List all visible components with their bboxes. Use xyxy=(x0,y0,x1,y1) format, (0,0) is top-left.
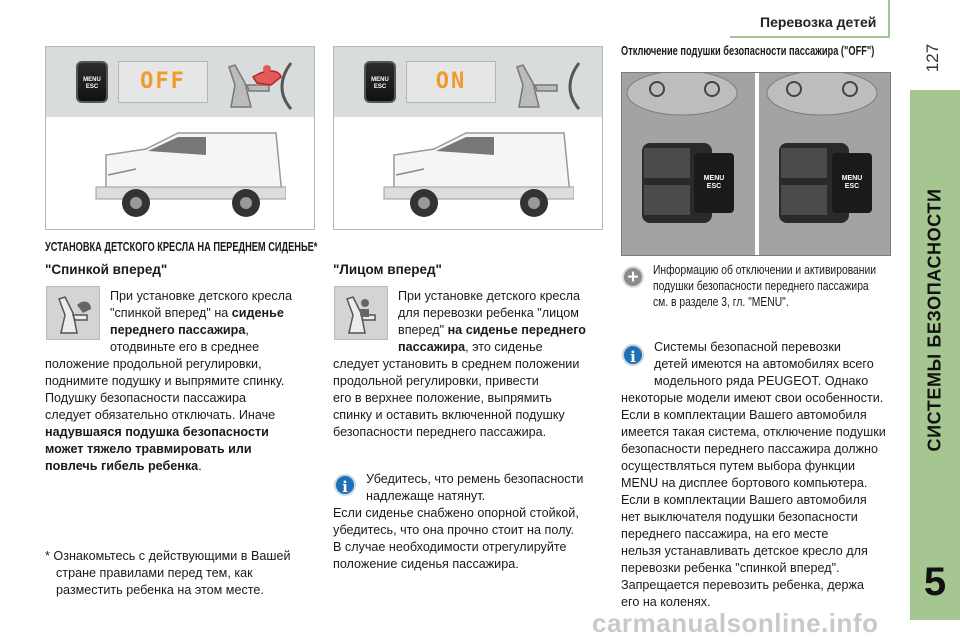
menu-esc-button: MENU ESC xyxy=(76,61,108,103)
van-illustration xyxy=(374,125,574,225)
forward-facing-line: его в верхнее положение, выпрямить xyxy=(333,391,552,405)
systems-info-line: MENU на дисплее бортового компьютера. xyxy=(621,476,868,490)
more-info-line: см. в разделе 3, гл. "MENU". xyxy=(653,295,789,309)
rear-facing-title: "Спинкой вперед" xyxy=(45,262,168,277)
rear-facing-line: При установке детского кресла xyxy=(110,289,292,303)
systems-info-line: некоторые модели имеют свои особенности. xyxy=(621,391,884,405)
rear-facing-line: "спинкой вперед" на сиденье xyxy=(110,306,284,320)
systems-info-line: переднего пассажира, на его месте xyxy=(621,527,829,541)
rear-facing-line: переднего пассажира, xyxy=(110,323,249,337)
forward-facing-line: продольной регулировки, привести xyxy=(333,374,539,388)
belt-info-line: Убедитесь, что ремень безопасности xyxy=(366,472,584,486)
figure-dashboard-buttons xyxy=(621,72,891,256)
rear-facing-line: поднимите подушку и выпрямите спинку. xyxy=(45,374,285,388)
systems-info-line: Запрещается перевозить ребенка, держа xyxy=(621,578,864,592)
rear-facing-warning: может тяжело травмировать или xyxy=(45,442,252,456)
forward-facing-line: безопасности переднего пассажира. xyxy=(333,425,547,439)
footnote-line: * Ознакомьтесь с действующими в Вашей xyxy=(45,549,291,563)
forward-facing-seat-icon-box xyxy=(334,286,388,340)
lcd-display: ON xyxy=(406,61,496,103)
rear-facing-line: отодвиньте его в среднее xyxy=(110,340,260,354)
van-illustration xyxy=(86,125,286,225)
systems-info-line: модельного ряда PEUGEOT. Однако xyxy=(654,374,869,388)
forward-facing-seat-icon xyxy=(335,287,389,341)
header-divider xyxy=(888,0,890,36)
footnote-line: стране правилами перед тем, как xyxy=(56,566,253,580)
rear-facing-line: Подушку безопасности пассажира xyxy=(45,391,246,405)
systems-info-line: Если в комплектации Вашего автомобиля xyxy=(621,493,867,507)
rear-facing-line: положение продольной регулировки, xyxy=(45,357,262,371)
plus-icon: + xyxy=(622,266,644,288)
forward-facing-title: "Лицом вперед" xyxy=(333,262,442,277)
figure-airbag-on xyxy=(333,46,603,230)
systems-info-line: Системы безопасной перевозки xyxy=(654,340,841,354)
systems-info-line: нет выключателя подушки безопасности xyxy=(621,510,858,524)
page-header-title: Перевозка детей xyxy=(760,14,877,30)
chapter-number: 5 xyxy=(923,560,947,604)
forward-facing-line: для перевозки ребенка "лицом xyxy=(398,306,579,320)
forward-facing-line: пассажира, это сиденье xyxy=(398,340,543,354)
forward-facing-line: При установке детского кресла xyxy=(398,289,580,303)
belt-info-line: Если сиденье снабжено опорной стойкой, xyxy=(333,506,579,520)
info-icon: i xyxy=(334,474,356,496)
systems-info-line: осуществляться путем выбора функции xyxy=(621,459,856,473)
systems-info-line: детей имеются на автомобилях всего xyxy=(654,357,874,371)
more-info-line: подушки безопасности переднего пассажира xyxy=(653,279,869,293)
systems-info-line: имеется такая система, отключение подушки xyxy=(621,425,886,439)
dashboard-switch-photo xyxy=(622,73,891,256)
systems-info-line: перевозки ребенка "спинкой вперед". xyxy=(621,561,840,575)
belt-info-line: надлежаще натянут. xyxy=(366,489,486,503)
more-info-line: Информацию об отключении и активировании xyxy=(653,263,877,277)
header-rule xyxy=(730,36,890,38)
forward-facing-line: вперед" на сиденье переднего xyxy=(398,323,586,337)
belt-info-line: В случае необходимости отрегулируйте xyxy=(333,540,567,554)
lcd-display: OFF xyxy=(118,61,208,103)
systems-info-line: безопасности переднего пассажира должно xyxy=(621,442,878,456)
systems-info-line: его на коленях. xyxy=(621,595,711,609)
info-icon: i xyxy=(622,344,644,366)
forward-seat-icon xyxy=(509,55,599,113)
belt-info-line: положение сиденья пассажира. xyxy=(333,557,519,571)
figure-airbag-off xyxy=(45,46,315,230)
page-number: 127 xyxy=(923,43,942,73)
rear-facing-seat-icon-box xyxy=(46,286,100,340)
belt-info-line: убедитесь, что она прочно стоит на полу. xyxy=(333,523,574,537)
menu-esc-button-photo: MENU ESC xyxy=(841,175,863,190)
watermark: carmanualsonline.info xyxy=(592,608,879,638)
menu-esc-button-photo: MENU ESC xyxy=(703,175,725,190)
rear-facing-warning: повлечь гибель ребенка. xyxy=(45,459,202,473)
rear-facing-warning: надувшаяся подушка безопасности xyxy=(45,425,269,439)
systems-info-line: Если в комплектации Вашего автомобиля xyxy=(621,408,867,422)
forward-facing-line: следует установить в среднем положении xyxy=(333,357,580,371)
systems-info-line: нельзя устанавливать детское кресло для xyxy=(621,544,868,558)
rear-facing-line: следует обязательно отключать. Иначе xyxy=(45,408,276,422)
rear-facing-seat-icon xyxy=(47,287,101,341)
chapter-title: СИСТЕМЫ БЕЗОПАСНОСТИ xyxy=(924,188,945,452)
forward-facing-line: спинку и оставить включенной подушку xyxy=(333,408,565,422)
airbag-child-seat-icon xyxy=(221,55,311,113)
disable-airbag-heading: Отключение подушки безопасности пассажира ("OFF") xyxy=(621,44,875,58)
menu-esc-button: MENU ESC xyxy=(364,61,396,103)
footnote-line: разместить ребенка на этом месте. xyxy=(56,583,264,597)
section-heading: УСТАНОВКА ДЕТСКОГО КРЕСЛА НА ПЕРЕДНЕМ СИДЕНЬЕ* xyxy=(45,240,318,254)
